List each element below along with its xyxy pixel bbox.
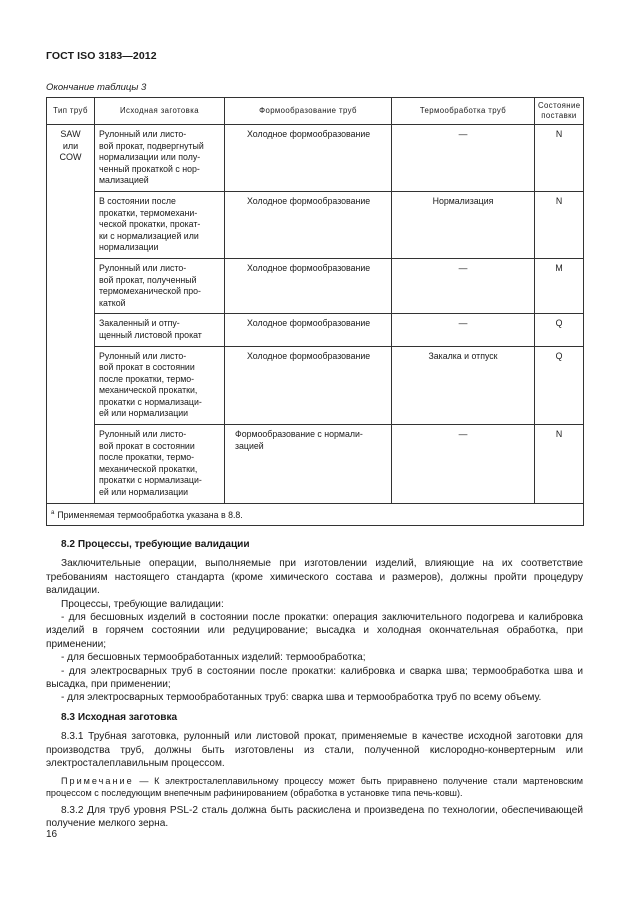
stock-cell: Рулонный или листо- вой прокат, подвергнутый нормализации или полу- ченный прокаткой с нор- мализацией (95, 125, 225, 192)
forming-cell: Формообразование с нормали- зацией (225, 425, 392, 504)
column-header-heat-treatment: Термообработка труб (392, 98, 535, 125)
forming-cell: Холодное формообразование (225, 191, 392, 258)
note-text: — К электросталеплавильному процессу может быть приравнено получение стали мартеновским процессом с последующим внепечным рафинированием (обработка в установке типа печь-ковш). (46, 775, 584, 799)
heat-treatment-cell: — (392, 258, 535, 313)
forming-cell: Холодное формообразование (225, 258, 392, 313)
delivery-state-cell: Q (535, 314, 584, 346)
forming-cell: Холодное формообразование (225, 346, 392, 425)
forming-cell: Холодное формообразование (225, 125, 392, 192)
table-row (47, 346, 584, 425)
section-8-2 (46, 538, 583, 831)
paragraph: Процессы, требующие валидации: (61, 598, 224, 610)
pipe-type-cell (47, 125, 95, 504)
list-item: - для электросварных термообработанных труб: сварка шва и термообработка труб по всему объему. (61, 692, 542, 704)
delivery-state-cell: Q (535, 346, 584, 425)
table-row (47, 191, 584, 258)
section-heading: 8.3 Исходная заготовка (61, 711, 178, 723)
section-heading: 8.2 Процессы, требующие валидации (61, 539, 250, 550)
table-footnote-row (47, 503, 584, 526)
footnote-mark: а (51, 509, 55, 516)
list-item: - для электросварных труб в состоянии после прокатки: калибровка и сварка шва; термообработка шва и высадка, при применении; (46, 665, 583, 691)
paragraph: 8.3.1 Трубная заготовка, рулонный или листовой прокат, применяемые в качестве исходной заготовки для производства труб, должны быть изготовлены из стали, полученной кислородно-конвертерным или электросталеплавильным процессом. (46, 731, 583, 770)
table-footnote (47, 503, 584, 526)
pipe-type-line: SAW (60, 129, 81, 139)
delivery-state-cell: N (535, 425, 584, 504)
pipe-type-line: или (62, 140, 79, 151)
stock-cell: Рулонный или листо- вой прокат, полученный термомеханической про- каткой (95, 258, 225, 313)
heat-treatment-cell: — (392, 125, 535, 192)
list-item: - для бесшовных термообработанных изделий: термообработка; (61, 652, 366, 664)
note (46, 775, 583, 800)
forming-cell: Холодное формообразование (225, 314, 392, 346)
heat-treatment-cell: Нормализация (392, 191, 535, 258)
delivery-state-cell: M (535, 258, 584, 313)
column-header-stock: Исходная заготовка (95, 98, 225, 125)
paragraph: 8.3.2 Для труб уровня PSL-2 сталь должна быть раскислена и произведена по технологии, обеспечивающей получение мелкого зерна. (46, 804, 583, 830)
heat-treatment-cell: — (392, 425, 535, 504)
column-header-delivery-state: Состояние поставки (535, 98, 584, 125)
pipe-type-line: COW (59, 152, 82, 162)
table-row (47, 425, 584, 504)
stock-cell: Рулонный или листо- вой прокат в состоянии после прокатки, термо- механической прокатки, прокатки с нормализаци- ей или нормализации (95, 346, 225, 425)
delivery-state-cell: N (535, 191, 584, 258)
stock-cell: Рулонный или листо- вой прокат в состоянии после прокатки, термо- механической прокатки, прокатки с нормализаци- ей или нормализации (95, 425, 225, 504)
delivery-state-cell: N (535, 125, 584, 192)
column-header-pipe-type: Тип труб (47, 98, 95, 125)
list-item: - для бесшовных изделий в состоянии после прокатки: операция заключительного подогрева и калибровка изделий в горячем состоянии или редуцирование; высадка и холодная окончательная обработка, при применении; (46, 612, 583, 650)
column-header-forming: Формообразование труб (225, 98, 392, 125)
page-number: 16 (46, 829, 58, 840)
heat-treatment-cell: Закалка и отпуск (392, 346, 535, 425)
table-row (47, 125, 584, 192)
specification-table (46, 97, 584, 526)
heat-treatment-cell: — (392, 314, 535, 346)
note-label: Примечание (61, 775, 134, 786)
stock-cell: Закаленный и отпу- щенный листовой прокат (95, 314, 225, 346)
paragraph: Заключительные операции, выполняемые при изготовлении изделий, влияющие на их соответствие требованиям настоящего стандарта (кроме химического состава и размеров), должны пройти процедуру валидации. (46, 558, 583, 597)
table-caption: Окончание таблицы 3 (46, 82, 147, 93)
table-header-row (47, 98, 584, 125)
document-header: ГОСТ ISO 3183—2012 (46, 50, 157, 62)
table-row (47, 258, 584, 313)
footnote-text: Применяемая термообработка указана в 8.8. (57, 509, 243, 520)
stock-cell: В состоянии после прокатки, термомехани- ческой прокатки, прокат- ки с нормализацией или нормализации (95, 191, 225, 258)
table-row (47, 314, 584, 346)
